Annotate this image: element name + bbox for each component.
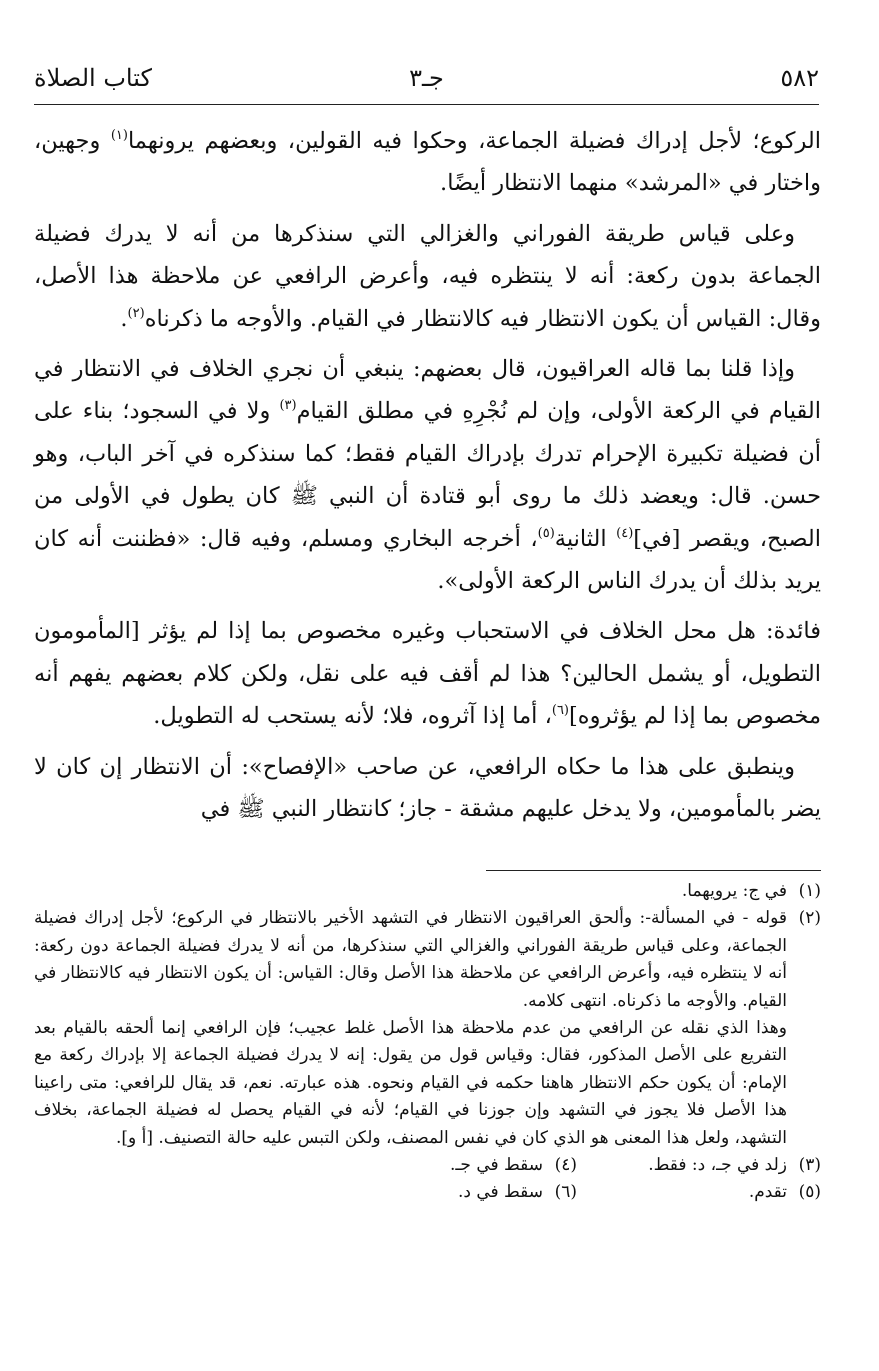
paragraph: الركوع؛ لأجل إدراك فضيلة الجماعة، وحكوا فيه القولين، وبعضهم يرونهما$^{(١)}$ وجهين، واختار في «المرشد» منهما الانتظار أيضًا. bbox=[34, 128, 821, 197]
footnote-ref: (٣) bbox=[279, 398, 297, 414]
chapter-title: كتاب الصلاة bbox=[34, 64, 152, 92]
running-header bbox=[34, 58, 819, 98]
footnote-number: (٦) bbox=[554, 1182, 577, 1203]
footnote bbox=[34, 1152, 821, 1179]
footnote-ref: (٦) bbox=[551, 703, 569, 719]
page-number: ٥٨٢ bbox=[780, 64, 819, 92]
footnote-ref: (٤) bbox=[616, 525, 634, 541]
footnote-text: قوله - في المسألة-: وألحق العراقيون الانتظار في التشهد الأخير بالانتظار في الركوع؛ لأجل إدراك فضيلة الجماعة، وعلى قياس طريقة الفوراني والغزالي التي سنذكرها، من أنه لا يدرك فضيلة الجماعة دون ركعة: أنه لا ينتظره فيه، وأعرض الرافعي عن ملاحظة هذا الأصل وقال: القياس: أن يكون الانتظار فيه كالانتظار في القيام. والأوجه ما ذكرناه. انتهى كلامه. وهذا الذي نقله عن الرافعي من عدم ملاحظة هذا الأصل غلط عجيب؛ فإن الرافعي إنما ألحقه بالقيام بعد التفريع على الأصل المذكور، فقال: وقياس قول من يقول: إنه لا يدرك فضيلة الجماعة إلا بإدراك ركعة مع الإمام: أن يكون حكم الانتظار هاهنا حكمه في القيام ونحوه. هذه عبارته. نعم، قد يقال للرافعي: متى راعينا هذا الأصل فلا يجوز في التشهد وإن جوزنا في القيام؛ لأنه في القيام يحصل له فضيلة الجماعة، بخلاف التشهد، ولعل هذا المعنى هو الذي كان في نفس المصنف، ولكن التبس عليه حالة التصنيف. [أ و]. bbox=[34, 908, 787, 1148]
footnote-number: (٣) bbox=[798, 1155, 821, 1176]
paragraph: وإذا قلنا بما قاله العراقيون، قال بعضهم: ينبغي أن نجري الخلاف في الانتظار في القيام في الركعة الأولى، وإن لم نُجْرِهِ في مطلق القيام$^{(٣)}$ ولا في السجود؛ بناء على أن فضيلة تكبيرة الإحرام تدرك بإدراك القيام فقط؛ كما سنذكره في آخر الباب، وهو حسن. قال: ويعضد ذلك ما روى أبو قتادة أن النبي ﷺ كان يطول في الأولى من الصبح، ويقصر [في]$^{(٤)}$ الثانية$^{(٥)}$، أخرجه البخاري ومسلم، وفيه قال: «فظننت أنه كان يريد بذلك أن يدرك الناس الركعة الأولى». bbox=[34, 356, 821, 595]
footnotes bbox=[34, 878, 821, 1207]
footnote-ref: (٢) bbox=[127, 305, 145, 321]
paragraph: وينطبق على هذا ما حكاه الرافعي، عن صاحب «الإفصاح»: أن الانتظار إن كان لا يضر بالمأمومين، ولا يدخل عليهم مشقة - جاز؛ كانتظار النبي ﷺ في bbox=[34, 753, 821, 823]
footnote-number: (٥) bbox=[798, 1182, 821, 1203]
footnote-text: زلد في جـ، د: فقط. bbox=[648, 1155, 787, 1176]
footnote-number: (١) bbox=[798, 881, 821, 901]
footnote bbox=[34, 1179, 821, 1206]
footnote-number: (٢) bbox=[798, 908, 821, 929]
paragraph: وعلى قياس طريقة الفوراني والغزالي التي سنذكرها من أنه لا يدرك فضيلة الجماعة بدون ركعة: أنه لا ينتظره فيه، وأعرض الرافعي عن ملاحظة هذا الأصل، وقال: القياس أن يكون الانتظار فيه كالانتظار في القيام. والأوجه ما ذكرناه$^{(٢)}$. bbox=[34, 220, 821, 332]
main-text bbox=[34, 120, 821, 839]
footnote-text: في ج: يرويهما. bbox=[681, 881, 787, 901]
footnote-text: تقدم. bbox=[748, 1182, 787, 1203]
benefit-label: فائدة: bbox=[755, 618, 821, 645]
header-rule bbox=[34, 104, 819, 105]
footnote-text: سقط في د. bbox=[457, 1182, 543, 1203]
paragraph: فائدة: هل محل الخلاف في الاستحباب وغيره مخصوص بما إذا لم يؤثر [المأمومون التطويل، أو يشمل الحالين؟ هذا لم أقف فيه على نقل، ولكن كلام بعضهم يفهم أنه مخصوص بما إذا لم يؤثروه]$^{(٦)}$، أما إذا آثروه، فلا؛ لأنه يستحب له التطويل. bbox=[34, 618, 821, 730]
footnote-number: (٤) bbox=[554, 1155, 577, 1176]
footnote-ref: (٥) bbox=[537, 525, 555, 541]
footnote-ref: (١) bbox=[110, 128, 128, 143]
volume-label: جـ٣ bbox=[409, 64, 444, 92]
footnote-separator bbox=[486, 870, 821, 871]
footnote-text: سقط في جـ. bbox=[450, 1155, 543, 1176]
footnote bbox=[34, 905, 821, 1152]
footnote bbox=[34, 878, 821, 905]
